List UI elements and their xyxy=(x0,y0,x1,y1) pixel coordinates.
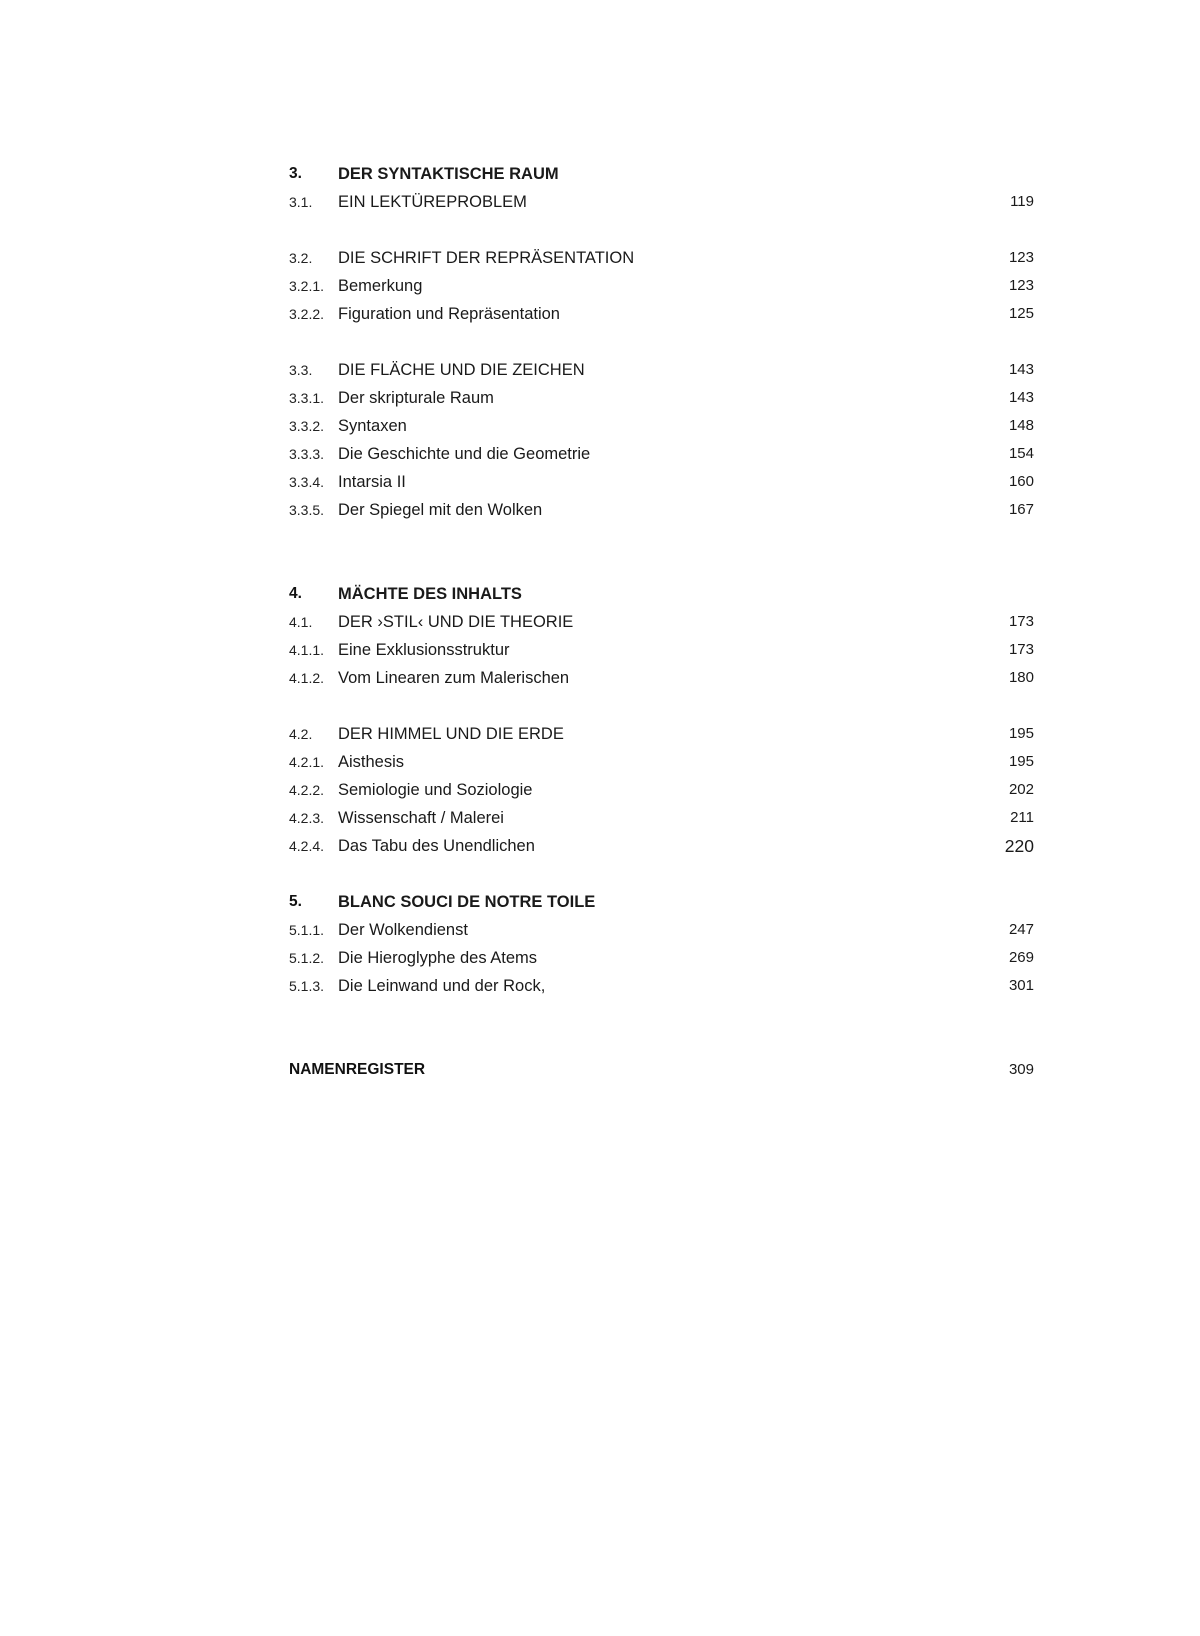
toc-entry-3-2-1 xyxy=(289,272,1034,300)
toc-chapter-4 xyxy=(289,580,1034,608)
toc-number: 3.1. xyxy=(289,194,313,210)
toc-entry-4-2-2 xyxy=(289,776,1034,804)
toc-page: 202 xyxy=(1008,781,1034,798)
toc-number: 4.1. xyxy=(289,614,313,630)
toc-page: 173 xyxy=(1008,613,1034,630)
toc-number: 3.3.4. xyxy=(289,474,325,490)
toc-title: Bemerkung xyxy=(338,277,423,295)
toc-number: 4.2. xyxy=(289,726,313,742)
toc-entry-5-1-2 xyxy=(289,944,1034,972)
toc-title: Die Leinwand und der Rock, xyxy=(338,977,546,995)
toc-page: 195 xyxy=(1008,753,1034,770)
toc-number: 4.2.1. xyxy=(289,754,325,770)
toc-page: 180 xyxy=(1008,669,1034,686)
toc-number: 3. xyxy=(289,165,302,182)
toc-page: 123 xyxy=(1008,277,1034,294)
toc-index-entry xyxy=(289,1056,1034,1084)
toc-entry-3-3-5 xyxy=(289,496,1034,524)
toc-page: 143 xyxy=(1008,389,1034,406)
toc-number: 4.2.4. xyxy=(289,838,325,854)
toc-title: MÄCHTE DES INHALTS xyxy=(338,585,522,603)
toc-title: BLANC SOUCI DE NOTRE TOILE xyxy=(338,893,596,911)
toc-page: 119 xyxy=(1010,193,1034,210)
toc-title: DER SYNTAKTISCHE RAUM xyxy=(338,165,559,183)
toc-title: DIE SCHRIFT DER REPRÄSENTATION xyxy=(338,249,635,267)
toc-number: 3.3.5. xyxy=(289,502,325,518)
toc-number: 5.1.2. xyxy=(289,950,325,966)
toc-title: Vom Linearen zum Malerischen xyxy=(338,669,570,687)
toc-page: 247 xyxy=(1008,921,1034,938)
toc-title: Wissenschaft / Malerei xyxy=(338,809,504,827)
toc-entry-3-3-1 xyxy=(289,384,1034,412)
toc-entry-5-1-3 xyxy=(289,972,1034,1000)
toc-entry-3-1 xyxy=(289,188,1034,216)
toc-entry-3-3 xyxy=(289,356,1034,384)
toc-title: Semiologie und Soziologie xyxy=(338,781,533,799)
toc-page: 143 xyxy=(1008,361,1034,378)
toc-page: 309 xyxy=(1008,1061,1034,1078)
toc-entry-4-1 xyxy=(289,608,1034,636)
toc-title: EIN LEKTÜREPROBLEM xyxy=(338,193,527,211)
toc-chapter-5 xyxy=(289,888,1034,916)
table-of-contents xyxy=(289,160,1034,1084)
toc-title: Figuration und Repräsentation xyxy=(338,305,560,323)
toc-title: Die Geschichte und die Geometrie xyxy=(338,445,591,463)
toc-title: Der skripturale Raum xyxy=(338,389,494,407)
toc-page: 301 xyxy=(1008,977,1034,994)
toc-number: 4.2.2. xyxy=(289,782,325,798)
toc-page: 269 xyxy=(1008,949,1034,966)
toc-entry-3-3-3 xyxy=(289,440,1034,468)
toc-number: 3.2. xyxy=(289,250,313,266)
toc-title: Die Hieroglyphe des Atems xyxy=(338,949,538,967)
toc-page: 173 xyxy=(1008,641,1034,658)
toc-page: 160 xyxy=(1008,473,1034,490)
toc-index-title: NAMENREGISTER xyxy=(289,1061,426,1078)
toc-entry-3-2 xyxy=(289,244,1034,272)
toc-number: 5. xyxy=(289,893,302,910)
toc-number: 4.1.2. xyxy=(289,670,325,686)
toc-number: 3.3. xyxy=(289,362,313,378)
toc-number: 4. xyxy=(289,585,302,602)
toc-page: 123 xyxy=(1008,249,1034,266)
toc-title: DER HIMMEL UND DIE ERDE xyxy=(338,725,564,743)
toc-number: 4.1.1. xyxy=(289,642,325,658)
toc-title: Intarsia II xyxy=(338,473,406,491)
toc-title: Eine Exklusionsstruktur xyxy=(338,641,510,659)
toc-title: DER ›STIL‹ UND DIE THEORIE xyxy=(338,613,574,631)
toc-number: 3.2.1. xyxy=(289,278,325,294)
toc-page: 211 xyxy=(1010,809,1034,826)
toc-number: 3.2.2. xyxy=(289,306,325,322)
toc-title: DIE FLÄCHE UND DIE ZEICHEN xyxy=(338,361,585,379)
toc-number: 3.3.1. xyxy=(289,390,325,406)
toc-entry-5-1-1 xyxy=(289,916,1034,944)
toc-entry-3-3-4 xyxy=(289,468,1034,496)
toc-number: 3.3.3. xyxy=(289,446,325,462)
toc-entry-4-2-3 xyxy=(289,804,1034,832)
toc-title: Das Tabu des Unendlichen xyxy=(338,837,535,855)
toc-number: 3.3.2. xyxy=(289,418,325,434)
toc-entry-4-2-4 xyxy=(289,832,1034,860)
toc-page: 148 xyxy=(1008,417,1034,434)
toc-page: 167 xyxy=(1008,501,1034,518)
toc-page: 125 xyxy=(1008,305,1034,322)
toc-entry-3-3-2 xyxy=(289,412,1034,440)
toc-number: 4.2.3. xyxy=(289,810,325,826)
toc-page: 195 xyxy=(1008,725,1034,742)
toc-entry-3-2-2 xyxy=(289,300,1034,328)
toc-page: 154 xyxy=(1008,445,1034,462)
toc-entry-4-2-1 xyxy=(289,748,1034,776)
toc-number: 5.1.3. xyxy=(289,978,325,994)
toc-title: Der Wolkendienst xyxy=(338,921,468,939)
toc-title: Syntaxen xyxy=(338,417,407,435)
toc-title: Der Spiegel mit den Wolken xyxy=(338,501,543,519)
toc-number: 5.1.1. xyxy=(289,922,325,938)
toc-page: 220 xyxy=(1004,836,1034,856)
toc-title: Aisthesis xyxy=(338,753,405,771)
toc-entry-4-1-2 xyxy=(289,664,1034,692)
toc-entry-4-2 xyxy=(289,720,1034,748)
toc-chapter-3 xyxy=(289,160,1034,188)
toc-entry-4-1-1 xyxy=(289,636,1034,664)
